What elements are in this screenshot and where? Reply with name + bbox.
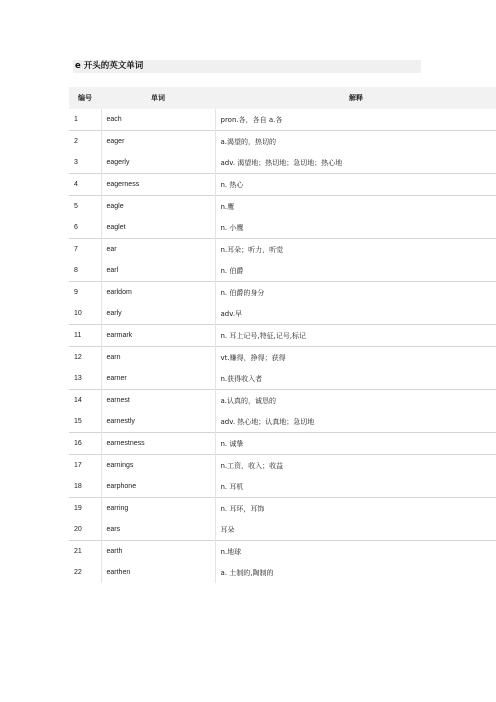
table-row	[69, 303, 496, 325]
row-word: earring	[101, 498, 215, 520]
row-definition: n. 诚挚	[215, 433, 496, 455]
row-definition: n. 小鹰	[220, 223, 244, 232]
row-word: eaglet	[101, 217, 215, 239]
row-number: 6	[69, 217, 101, 239]
row-definition: n. 热心	[215, 174, 496, 196]
row-word: eagle	[101, 196, 215, 218]
row-definition: n. 耳上记号,特征,记号,标记	[215, 325, 496, 347]
header-word: 单词	[101, 87, 215, 109]
table-row	[69, 217, 496, 239]
row-number: 20	[69, 519, 101, 541]
row-word: eagerness	[101, 174, 215, 196]
row-definition: n.工资，收入；收益	[215, 455, 496, 477]
row-word: earphone	[101, 476, 215, 498]
row-word: earth	[101, 541, 215, 563]
header-num: 编号	[69, 87, 101, 109]
row-word: earnest	[101, 390, 215, 412]
row-number: 1	[69, 109, 101, 131]
table-header-row	[69, 87, 496, 109]
row-word: ears	[101, 519, 215, 541]
row-number: 15	[69, 411, 101, 433]
row-definition: a.认真的，诚恳的	[215, 390, 496, 412]
table-row	[69, 476, 496, 498]
row-word: each	[101, 109, 215, 131]
table-row	[69, 196, 496, 218]
table-row	[69, 152, 496, 174]
row-definition: a. 土制的,陶制的	[220, 568, 274, 577]
table-row	[69, 174, 496, 196]
table-row	[69, 541, 496, 563]
row-number: 18	[69, 476, 101, 498]
row-definition: adv. 热心地；认真地；急切地	[220, 417, 315, 426]
row-word: earn	[101, 347, 215, 369]
row-word: earner	[101, 368, 215, 390]
row-number: 3	[69, 152, 101, 174]
row-definition: n.获得收入者	[220, 374, 263, 383]
row-definition: n. 伯爵	[220, 266, 244, 275]
row-word: early	[101, 303, 215, 325]
row-definition: n. 耳环，耳饰	[215, 498, 496, 520]
row-number: 11	[69, 325, 101, 347]
table-row	[69, 411, 496, 433]
row-definition: n. 伯爵的身分	[215, 282, 496, 304]
row-definition: pron.各，各自 a.各	[220, 115, 283, 124]
page-title: e 开头的英文单词	[75, 61, 144, 71]
table-row	[69, 519, 496, 541]
header-definition: 解释	[215, 87, 496, 109]
row-definition: adv.早	[220, 309, 243, 318]
table-row	[69, 239, 496, 261]
row-number: 16	[69, 433, 101, 455]
table-row	[69, 433, 496, 455]
row-number: 14	[69, 390, 101, 412]
row-number: 7	[69, 239, 101, 261]
table-row	[69, 109, 496, 131]
row-definition: n.鹰	[215, 196, 496, 218]
row-number: 9	[69, 282, 101, 304]
row-definition: n.耳朵；听力，听觉	[215, 239, 496, 261]
word-table	[69, 87, 496, 583]
row-number: 19	[69, 498, 101, 520]
row-number: 12	[69, 347, 101, 369]
row-number: 8	[69, 260, 101, 282]
row-word: earnestly	[101, 411, 215, 433]
row-word: eager	[101, 131, 215, 153]
row-number: 2	[69, 131, 101, 153]
row-definition: n.地球	[215, 541, 496, 563]
row-word: earnings	[101, 455, 215, 477]
table-row	[69, 390, 496, 412]
table-row	[69, 562, 496, 583]
row-word: earldom	[101, 282, 215, 304]
row-number: 22	[69, 562, 101, 583]
row-definition: n. 耳机	[220, 482, 244, 491]
row-number: 13	[69, 368, 101, 390]
table-row	[69, 131, 496, 153]
table-row	[69, 325, 496, 347]
table-row	[69, 347, 496, 369]
table-row	[69, 455, 496, 477]
table-row	[69, 260, 496, 282]
table-body	[69, 109, 496, 583]
section-title-bar	[73, 60, 421, 73]
row-word: ear	[101, 239, 215, 261]
row-number: 21	[69, 541, 101, 563]
table-row	[69, 498, 496, 520]
row-word: earmark	[101, 325, 215, 347]
row-word: earnestness	[101, 433, 215, 455]
row-number: 5	[69, 196, 101, 218]
row-definition: vt.赚得，挣得；获得	[215, 347, 496, 369]
table-row	[69, 282, 496, 304]
row-word: eagerly	[101, 152, 215, 174]
row-number: 17	[69, 455, 101, 477]
row-number: 10	[69, 303, 101, 325]
row-word: earthen	[101, 562, 215, 583]
row-definition: a.渴望的，热切的	[215, 131, 496, 153]
row-definition: adv. 渴望地；热切地；急切地；热心地	[220, 158, 343, 167]
row-word: earl	[101, 260, 215, 282]
row-number: 4	[69, 174, 101, 196]
table-row	[69, 368, 496, 390]
row-definition: 耳朵	[220, 525, 235, 534]
